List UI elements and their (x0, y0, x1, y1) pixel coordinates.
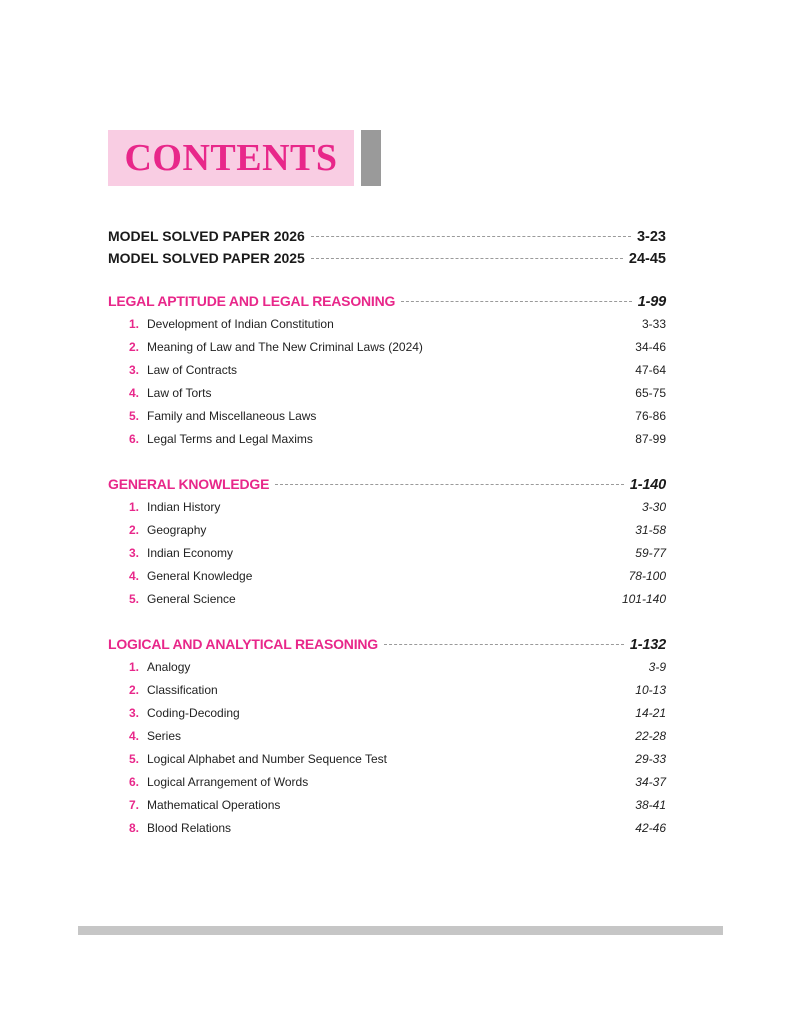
toc-item[interactable] (108, 729, 666, 752)
item-pages: 101-140 (621, 592, 666, 606)
item-pages: 3-30 (641, 500, 666, 514)
item-label: Series (147, 729, 182, 743)
item-number: 1. (128, 660, 139, 674)
section-heading[interactable] (108, 636, 666, 660)
toc-item[interactable] (108, 683, 666, 706)
toc-item[interactable] (108, 821, 666, 844)
toc-item[interactable] (108, 546, 666, 569)
model-paper-label: MODEL SOLVED PAPER 2025 (108, 250, 305, 266)
table-of-contents (108, 228, 666, 844)
item-number: 4. (128, 729, 139, 743)
toc-section-logical-reasoning (108, 636, 666, 844)
item-pages: 59-77 (635, 546, 666, 560)
item-pages: 47-64 (635, 363, 666, 377)
dotted-leader (384, 644, 624, 645)
section-heading[interactable] (108, 293, 666, 317)
item-label: Analogy (147, 660, 191, 674)
item-pages: 65-75 (635, 386, 666, 400)
item-label: Indian History (147, 500, 221, 514)
item-number: 6. (128, 432, 139, 446)
item-label: Law of Torts (147, 386, 212, 400)
item-label: Legal Terms and Legal Maxims (147, 432, 313, 446)
item-number: 5. (128, 592, 139, 606)
item-label: Indian Economy (147, 546, 234, 560)
page-title: CONTENTS (124, 137, 338, 179)
item-pages: 42-46 (635, 821, 666, 835)
item-pages: 22-28 (635, 729, 666, 743)
item-label: Geography (147, 523, 207, 537)
item-label: Family and Miscellaneous Laws (147, 409, 317, 423)
toc-item[interactable] (108, 592, 666, 615)
toc-model-paper-row[interactable] (108, 228, 666, 250)
toc-item[interactable] (108, 523, 666, 546)
item-label: Logical Arrangement of Words (147, 775, 309, 789)
contents-title-box (108, 130, 354, 186)
item-number: 6. (128, 775, 139, 789)
item-pages: 3-9 (648, 660, 666, 674)
item-label: Blood Relations (147, 821, 232, 835)
item-pages: 29-33 (635, 752, 666, 766)
item-number: 4. (128, 386, 139, 400)
item-label: Development of Indian Constitution (147, 317, 334, 331)
item-pages: 34-37 (635, 775, 666, 789)
model-paper-pages: 3-23 (636, 229, 666, 245)
item-pages: 34-46 (635, 340, 666, 354)
item-label: Meaning of Law and The New Criminal Laws (2024) (147, 340, 423, 354)
model-paper-label: MODEL SOLVED PAPER 2026 (108, 228, 305, 244)
toc-item[interactable] (108, 706, 666, 729)
section-pages: 1-140 (629, 477, 666, 493)
item-number: 2. (128, 523, 139, 537)
toc-item[interactable] (108, 569, 666, 592)
section-heading[interactable] (108, 476, 666, 500)
item-number: 3. (128, 706, 139, 720)
item-number: 8. (128, 821, 139, 835)
section-title: GENERAL KNOWLEDGE (108, 476, 270, 492)
footer-divider-bar (78, 926, 723, 935)
section-title: LEGAL APTITUDE AND LEGAL REASONING (108, 293, 396, 309)
item-label: Law of Contracts (147, 363, 238, 377)
title-accent-bar (361, 130, 381, 186)
model-paper-pages: 24-45 (628, 251, 666, 267)
item-label: General Science (147, 592, 236, 606)
toc-item[interactable] (108, 798, 666, 821)
dotted-leader (311, 258, 623, 259)
dotted-leader (311, 236, 631, 237)
item-number: 1. (128, 317, 139, 331)
toc-item[interactable] (108, 432, 666, 455)
toc-item[interactable] (108, 363, 666, 386)
item-label: Classification (147, 683, 218, 697)
section-pages: 1-132 (629, 637, 666, 653)
item-number: 5. (128, 752, 139, 766)
item-pages: 14-21 (635, 706, 666, 720)
item-label: Logical Alphabet and Number Sequence Test (147, 752, 387, 766)
item-pages: 87-99 (635, 432, 666, 446)
toc-section-general-knowledge (108, 476, 666, 615)
section-pages: 1-99 (637, 294, 666, 310)
item-pages: 31-58 (635, 523, 666, 537)
toc-item[interactable] (108, 386, 666, 409)
dotted-leader (401, 301, 632, 302)
item-number: 3. (128, 363, 139, 377)
section-title: LOGICAL AND ANALYTICAL REASONING (108, 636, 378, 652)
item-pages: 38-41 (635, 798, 666, 812)
item-number: 5. (128, 409, 139, 423)
toc-item[interactable] (108, 317, 666, 340)
toc-item[interactable] (108, 660, 666, 683)
item-label: Coding-Decoding (147, 706, 240, 720)
toc-item[interactable] (108, 500, 666, 523)
toc-item[interactable] (108, 340, 666, 363)
item-number: 7. (128, 798, 139, 812)
item-label: General Knowledge (147, 569, 253, 583)
toc-item[interactable] (108, 409, 666, 432)
toc-item[interactable] (108, 775, 666, 798)
item-number: 2. (128, 340, 139, 354)
toc-model-paper-row[interactable] (108, 250, 666, 272)
item-pages: 3-33 (641, 317, 666, 331)
item-number: 1. (128, 500, 139, 514)
item-pages: 76-86 (635, 409, 666, 423)
item-pages: 10-13 (635, 683, 666, 697)
item-pages: 78-100 (628, 569, 666, 583)
toc-section-legal (108, 293, 666, 455)
item-label: Mathematical Operations (147, 798, 281, 812)
item-number: 4. (128, 569, 139, 583)
toc-item[interactable] (108, 752, 666, 775)
item-number: 2. (128, 683, 139, 697)
item-number: 3. (128, 546, 139, 560)
dotted-leader (275, 484, 624, 485)
